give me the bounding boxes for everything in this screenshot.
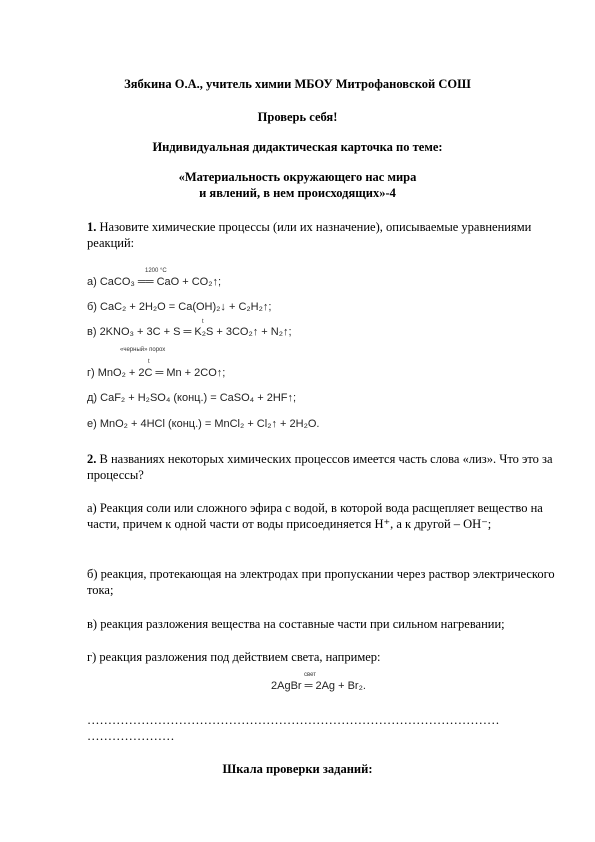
photolysis-equation: 2AgBr ═ 2Ag + Br₂. — [271, 680, 366, 692]
task2-option-b: б) реакция, протекающая на электродах при пропускании через раствор электрического тока; — [87, 567, 555, 597]
check-heading: Проверь себя! — [257, 110, 338, 124]
answer-dots-line-2: ………………… — [87, 729, 175, 743]
equation-a: а) CaCO₃ ══ CaO + CO₂↑; — [87, 276, 222, 288]
topic-line-1: «Материальность окружающего нас мира — [178, 170, 417, 184]
eq-v-underbrace-label: «черный» порох — [120, 347, 166, 353]
equation-b: б) CaC₂ + 2H₂O = Ca(OH)₂↓ + C₂H₂↑; — [87, 301, 272, 313]
topic-line-2: и явлений, в нем происходящих»-4 — [199, 186, 396, 200]
task1-text: Назовите химические процессы (или их назначение), описываемые уравнениями реакций: — [87, 220, 532, 250]
answer-dots-line-1: ……………………………………………………………………………………… — [87, 713, 500, 727]
task2-option-g: г) реакция разложения под действием света, например: — [87, 650, 381, 664]
task2-option-a: а) Реакция соли или сложного эфира с водой, в которой вода расщепляет вещество на части, причем к одной части от воды присоединяется H⁺, а к другой – OH⁻; — [87, 501, 543, 531]
eq-v-condition: t — [202, 319, 204, 325]
equation-v: в) 2KNO₃ + 3C + S ═ K₂S + 3CO₂↑ + N₂↑; — [87, 326, 292, 338]
task1-number: 1. — [87, 220, 97, 234]
task2-text: В названиях некоторых химических процессов имеется часть слова «лиз». Что это за процессы? — [87, 452, 553, 482]
eq-g-condition: t — [148, 359, 150, 365]
eq-a-condition: 1200 °C — [145, 268, 167, 274]
task2-question — [87, 451, 557, 483]
photolysis-condition: свет — [304, 672, 317, 678]
author-line: Зябкина О.А., учитель химии МБОУ Митрофановской СОШ — [124, 77, 471, 91]
equation-e: е) MnO₂ + 4HCl (конц.) = MnCl₂ + Cl₂↑ + 2H₂O. — [87, 418, 320, 430]
card-title: Индивидуальная дидактическая карточка по теме: — [152, 140, 443, 154]
equation-d: д) CaF₂ + H₂SO₄ (конц.) = CaSO₄ + 2HF↑; — [87, 392, 297, 404]
task1-question — [87, 219, 557, 251]
equation-g: г) MnO₂ + 2C ═ Mn + 2CO↑; — [87, 367, 226, 379]
task2-option-v: в) реакция разложения вещества на составные части при сильном нагревании; — [87, 617, 505, 631]
task2-number: 2. — [87, 452, 97, 466]
scale-title: Шкала проверки заданий: — [222, 762, 373, 776]
